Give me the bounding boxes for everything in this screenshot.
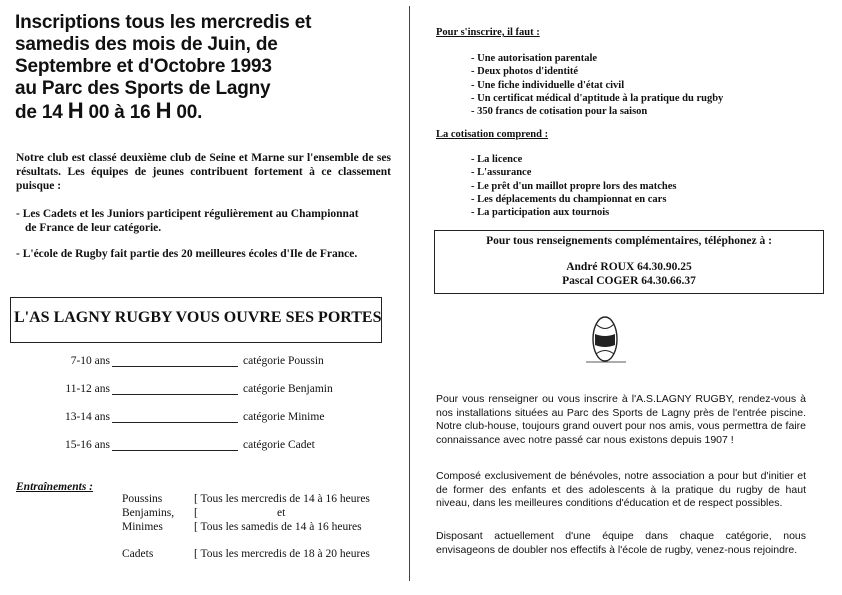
category-row: [0, 439, 400, 455]
banner-title: L'AS LAGNY RUGBY VOUS OUVRE SES PORTES: [14, 309, 382, 326]
training-title: Entraînements :: [16, 481, 94, 493]
list-item: - Une autorisation parentale: [471, 53, 598, 64]
category-name: catégorie Minime: [243, 411, 325, 423]
category-row: [0, 355, 400, 371]
list-item: - Un certificat médical d'aptitude à la pratique du rugby: [471, 92, 724, 104]
training-bracket: [: [194, 507, 198, 519]
paragraph-effectifs: Disposant actuellement d'une équipe dans chaque catégorie, nous envisageons de doubler nos effectifs à l'école de rugby, venez-nous rejoindre.: [436, 530, 806, 556]
training-saturday: [ Tous les samedis de 14 à 16 heures: [194, 521, 362, 533]
list-item: - Deux photos d'identité: [471, 66, 579, 78]
point-cadets-juniors: - Les Cadets et les Juniors participent régulièrement au Championnat de France de leur catégorie.: [16, 208, 359, 234]
fold-line: [409, 6, 410, 581]
category-row: [0, 411, 400, 427]
fill-line: [112, 422, 238, 423]
list-item: - Les déplacements du championnat en cars: [471, 193, 667, 205]
category-age: 7-10 ans: [70, 355, 110, 367]
cotisation-title: La cotisation comprend :: [436, 129, 549, 140]
rugby-ball-icon: [584, 312, 632, 368]
inscription-list: [471, 52, 723, 118]
category-name: catégorie Poussin: [243, 355, 324, 367]
training-minimes: Minimes: [122, 521, 163, 533]
contact-coger: Pascal COGER 64.30.66.37: [562, 275, 696, 287]
training-poussins: Poussins: [122, 493, 163, 505]
point-ecole-rugby: - L'école de Rugby fait partie des 20 meilleures écoles d'Ile de France.: [16, 248, 358, 260]
category-name: catégorie Cadet: [243, 439, 315, 451]
list-item: - L'assurance: [471, 167, 532, 179]
training-wednesday-2: [ Tous les mercredis de 18 à 20 heures: [194, 548, 370, 560]
contact-title: Pour tous renseignements complémentaires, téléphonez à :: [486, 235, 772, 247]
contact-roux: André ROUX 64.30.90.25: [566, 261, 692, 273]
list-item: - Une fiche individuelle d'état civil: [471, 79, 625, 91]
fill-line: [112, 394, 238, 395]
category-row: [0, 383, 400, 399]
title-hours: de 14 H 00 à 16 H 00.: [15, 98, 203, 123]
training-cadets: Cadets: [122, 548, 154, 560]
training-benjamins: Benjamins,: [122, 507, 175, 519]
fill-line: [112, 450, 238, 451]
list-item: - La licence: [471, 154, 523, 165]
list-item: - La participation aux tournois: [471, 207, 610, 219]
paragraph-benevoles: Composé exclusivement de bénévoles, notre association a pour but d'initier et de former des enfants et des adolescents à la pratique du rugby de haut niveau, dans les meilleures conditions d'éducation et de respect possibles.: [436, 470, 806, 509]
list-item: - Le prêt d'un maillot propre lors des matches: [471, 180, 677, 192]
cotisation-list: [471, 153, 677, 219]
list-item: - 350 francs de cotisation pour la saison: [471, 106, 648, 118]
paragraph-renseigner: Pour vous renseigner ou vous inscrire à l'A.S.LAGNY RUGBY, rendez-vous à nos installations situées au Parc des Sports de Lagny près de l'entrée piscine. Notre club-house, toujours grand ouvert pour nos amis, vous permettra de faire connaissance avec notre passé car nous existons depuis 1907 !: [436, 393, 806, 446]
category-age: 15-16 ans: [64, 439, 110, 451]
fill-line: [112, 366, 238, 367]
page-title: Inscriptions tous les mercredis et samedis des mois de Juin, de Septembre et d'Octobre 1993 au Parc des Sports de Lagny de 14 H 00 à 16 H 00.: [15, 12, 395, 124]
inscription-title: Pour s'inscrire, il faut :: [436, 27, 540, 38]
training-wednesday-1: [ Tous les mercredis de 14 à 16 heures: [194, 493, 370, 505]
category-age: 11-12 ans: [65, 383, 110, 395]
category-name: catégorie Benjamin: [243, 383, 333, 395]
category-age: 13-14 ans: [64, 411, 110, 423]
training-et: et: [277, 507, 286, 519]
intro-paragraph: Notre club est classé deuxième club de Seine et Marne sur l'ensemble de ses résultats. Les équipes de jeunes contribuent fortement à ce classement puisque :: [16, 152, 391, 192]
